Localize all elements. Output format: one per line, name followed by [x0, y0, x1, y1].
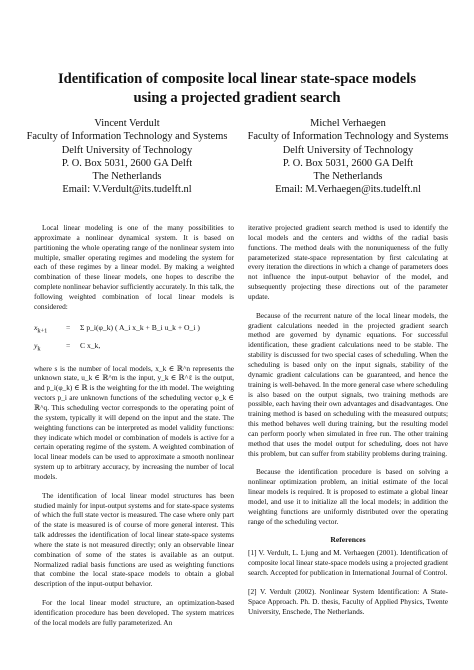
- reference-item: [2] V. Verdult (2002). Nonlinear System Identification: A State-Space Approach. Ph. D. thesis, Faculty of Applied Physics, Twente University, Enschede, The Netherlands.: [248, 586, 448, 616]
- reference-item: [1] V. Verdult, L. Ljung and M. Verhaegen (2001). Identification of composite local linear state-space models using a projected gradient search. Accepted for publication in International Journal of Control.: [248, 548, 448, 577]
- author-block-1: [22, 117, 232, 197]
- equation-rhs: C x_k,: [80, 340, 101, 350]
- equation-lhs: $x_{k+1}$: [34, 322, 48, 335]
- title-line-1: Identification of composite local linear state-space models: [57, 71, 417, 87]
- author-affiliation: Faculty of Information Technology and Systems: [247, 131, 449, 143]
- left-column: [34, 223, 234, 637]
- equation-equals: =: [66, 340, 71, 350]
- paragraph: Because the identification procedure is based on solving a nonlinear optimization problem, an initial estimate of the local linear models is required. It is proposed to estimate a global linear model, and use it to initialize all the local models; in addition the weighting functions are uniformly distributed over the operating range of the scheduling vector.: [248, 467, 448, 526]
- paragraph: where s is the number of local models, x_k ∈ ℝ^n represents the unknown state, u_k ∈ ℝ^m is the input, y_k ∈ ℝ^ℓ is the output, and p_i(φ_k) ∈ ℝ is the weighting for the ith model. The weighting vectors p_i are unknown functions of the scheduling vector φ_k ∈ ℝ^q. This scheduling vector corresponds to the operating point of the system, typically it will depend on the input and the state. The weighting functions can be interpreted as model validity functions: they indicate which model or combination of models is active for a certain operating regime of the system. A weighted combination of local linear models can be used to approximate a smooth nonlinear system up to arbitrary accuracy, by increasing the number of local models.: [34, 363, 234, 481]
- equation-lhs: $y_k$: [34, 340, 41, 353]
- author-name: Vincent Verdult: [94, 118, 160, 129]
- author-affiliation: Faculty of Information Technology and Systems: [26, 131, 228, 143]
- author-email: Email: V.Verdult@its.tudelft.nl: [62, 184, 192, 196]
- author-university: Delft University of Technology: [282, 144, 414, 156]
- paragraph: Local linear modeling is one of the many possibilities to approximate a nonlinear dynamical system. It is based on partitioning the whole operating range of the nonlinear system into multiple, smaller operating regimes and modeling the system for each of these regimes by a linear model. By making a weighted combination of these linear models, one hopes to describe the complete nonlinear behavior sufficiently accurately. In this talk, the following weighted combination of local linear models is considered:: [34, 223, 234, 311]
- right-column: [248, 223, 448, 625]
- author-country: The Netherlands: [313, 171, 383, 183]
- author-country: The Netherlands: [92, 171, 162, 183]
- equation: [34, 321, 234, 357]
- author-university: Delft University of Technology: [61, 144, 193, 156]
- equation-equals: =: [66, 322, 71, 332]
- paragraph: Because of the recurrent nature of the local linear models, the gradient calculations needed in the projected gradient search method are governed by dynamic equations. For successful identification, these gradient calculations need to be stable. The stability is discussed for two special cases of scheduling. When the scheduling is based only on the input signals, stability of the dynamic gradient calculations can be guaranteed, and hence the training is well-behaved. In the more general case where scheduling is also based on the output signals, two training methods are possible, each having their own advantages and disadvantages. One training method is based on scheduling with the measured outputs; this method behaves well during training, but the resulting model can perform poorly when simulated in free run. The other training method that uses the model output for scheduling, does not have this problem, but can suffer from stability problems during training.: [248, 310, 448, 458]
- paragraph: iterative projected gradient search method is used to identify the local models and the centers and widths of the radial basis functions. The method deals with the nonuniqueness of the fully parameterized state-space representation by first calculating at every iteration the directions in which a change of parameters does not influence the input-output behavior of the model, and subsequently projecting these directions out of the parameter update.: [248, 223, 448, 301]
- author-block-2: [240, 117, 456, 197]
- references-heading: References: [330, 535, 366, 545]
- title-line-2: using a projected gradient search: [133, 90, 341, 106]
- author-address: P. O. Box 5031, 2600 GA Delft: [61, 157, 193, 169]
- author-email: Email: M.Verhaegen@its.tudelft.nl: [275, 184, 421, 196]
- author-address: P. O. Box 5031, 2600 GA Delft: [282, 157, 414, 169]
- paragraph: For the local linear model structure, an optimization-based identification procedure has been developed. The system matrices of the local models are fully parameterized. An: [34, 598, 234, 627]
- paragraph: The identification of local linear model structures has been studied mainly for input-output systems and for state-space systems of which the full state vector is measured. The case where only part of the state is measured is of course of more general interest. This talk addresses the identification of local linear state-space systems where the state is not measured directly; only an observable linear combination of some of the states is available as an output. Normalized radial basis functions are used as weighting functions that combine the local state-space models to obtain a global description of the input-output behavior.: [34, 490, 234, 589]
- equation-rhs: Σ p_i(φ_k) ( A_i x_k + B_i u_k + O_i ): [80, 322, 200, 332]
- paper-title: [30, 70, 444, 108]
- author-name: Michel Verhaegen: [310, 118, 386, 129]
